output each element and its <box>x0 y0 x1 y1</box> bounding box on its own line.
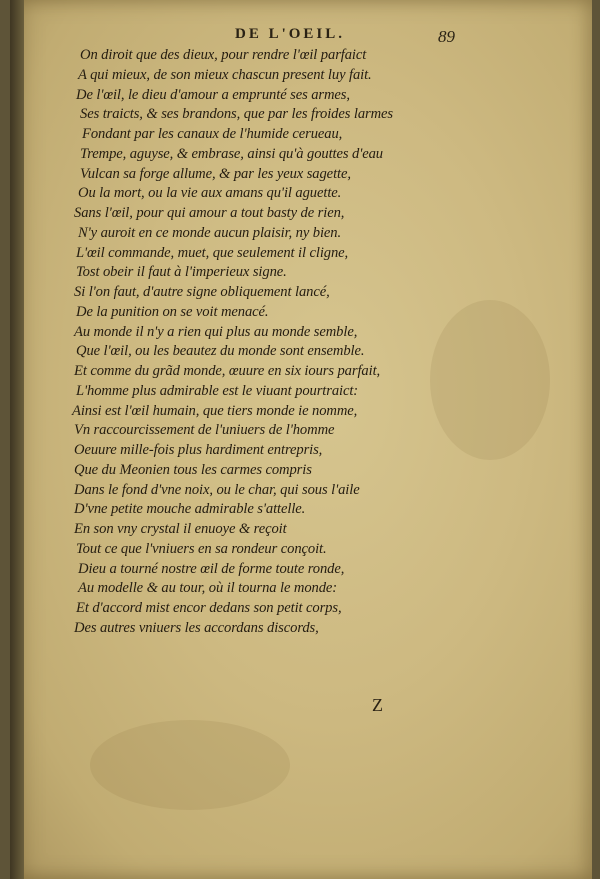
poem-verses <box>68 46 588 639</box>
verse-line: A qui mieux, de son mieux chascun present luy fait. <box>78 66 372 83</box>
verse-line: Au monde il n'y a rien qui plus au monde semble, <box>74 323 358 340</box>
verse-line: Dans le fond d'vne noix, ou le char, qui sous l'aile <box>74 481 360 498</box>
verse-line: Ainsi est l'œil humain, que tiers monde ie nomme, <box>72 402 358 419</box>
verse-line: L'homme plus admirable est le viuant pourtraict: <box>76 382 359 399</box>
verse-line: On diroit que des dieux, pour rendre l'œil parfaict <box>80 47 367 63</box>
verse-line: D'vne petite mouche admirable s'attelle. <box>74 501 306 518</box>
verse-line: Et comme du grãd monde, œuure en six iours parfait, <box>74 363 381 379</box>
verse-line: Que du Meonien tous les carmes compris <box>74 461 312 478</box>
verse-line: De l'œil, le dieu d'amour a emprunté ses armes, <box>76 86 350 103</box>
page-gutter <box>10 0 24 879</box>
verse-line: Vn raccourcissement de l'uniuers de l'homme <box>74 422 335 439</box>
verse-line: Tout ce que l'vniuers en sa rondeur conçoit. <box>76 540 327 557</box>
signature-mark: Z <box>372 695 383 715</box>
verse-line: De la punition on se voit menacé. <box>76 303 269 320</box>
verse-line: Fondant par les canaux de l'humide cerueau, <box>82 126 343 142</box>
verse-line: Que l'œil, ou les beautez du monde sont ensemble. <box>76 343 365 360</box>
verse-line: Ou la mort, ou la vie aux amans qu'il aguette. <box>78 185 342 202</box>
verse-line: En son vny crystal il enuoye & reçoit <box>74 521 287 537</box>
verse-line: N'y auroit en ce monde aucun plaisir, ny bien. <box>78 224 342 241</box>
paper-stain <box>90 720 290 810</box>
verse-line: Au modelle & au tour, où il tourna le monde: <box>78 580 338 597</box>
page-number: 89 <box>438 27 455 46</box>
verse-line: Sans l'œil, pour qui amour a tout basty de rien, <box>74 205 345 221</box>
verse-line: L'œil commande, muet, que seulement il cligne, <box>76 244 349 261</box>
verse-line: Vulcan sa forge allume, & par les yeux sagette, <box>80 165 351 182</box>
verse-line: Tost obeir il faut à l'imperieux signe. <box>76 264 287 281</box>
verse-line: Des autres vniuers les accordans discords, <box>74 619 319 636</box>
running-title: DE L'OEIL. <box>234 26 346 42</box>
verse-line: Si l'on faut, d'autre signe obliquement lancé, <box>74 284 330 300</box>
verse-line: Oeuure mille-fois plus hardiment entrepris, <box>74 442 323 458</box>
verse-line: Dieu a tourné nostre œil de forme toute ronde, <box>78 560 345 577</box>
verse-line: Ses traicts, & ses brandons, que par les froides larmes <box>80 106 393 123</box>
verse-line: Et d'accord mist encor dedans son petit corps, <box>76 600 342 616</box>
verse-line: Trempe, aguyse, & embrase, ainsi qu'à gouttes d'eau <box>80 145 383 162</box>
book-page <box>10 0 592 879</box>
